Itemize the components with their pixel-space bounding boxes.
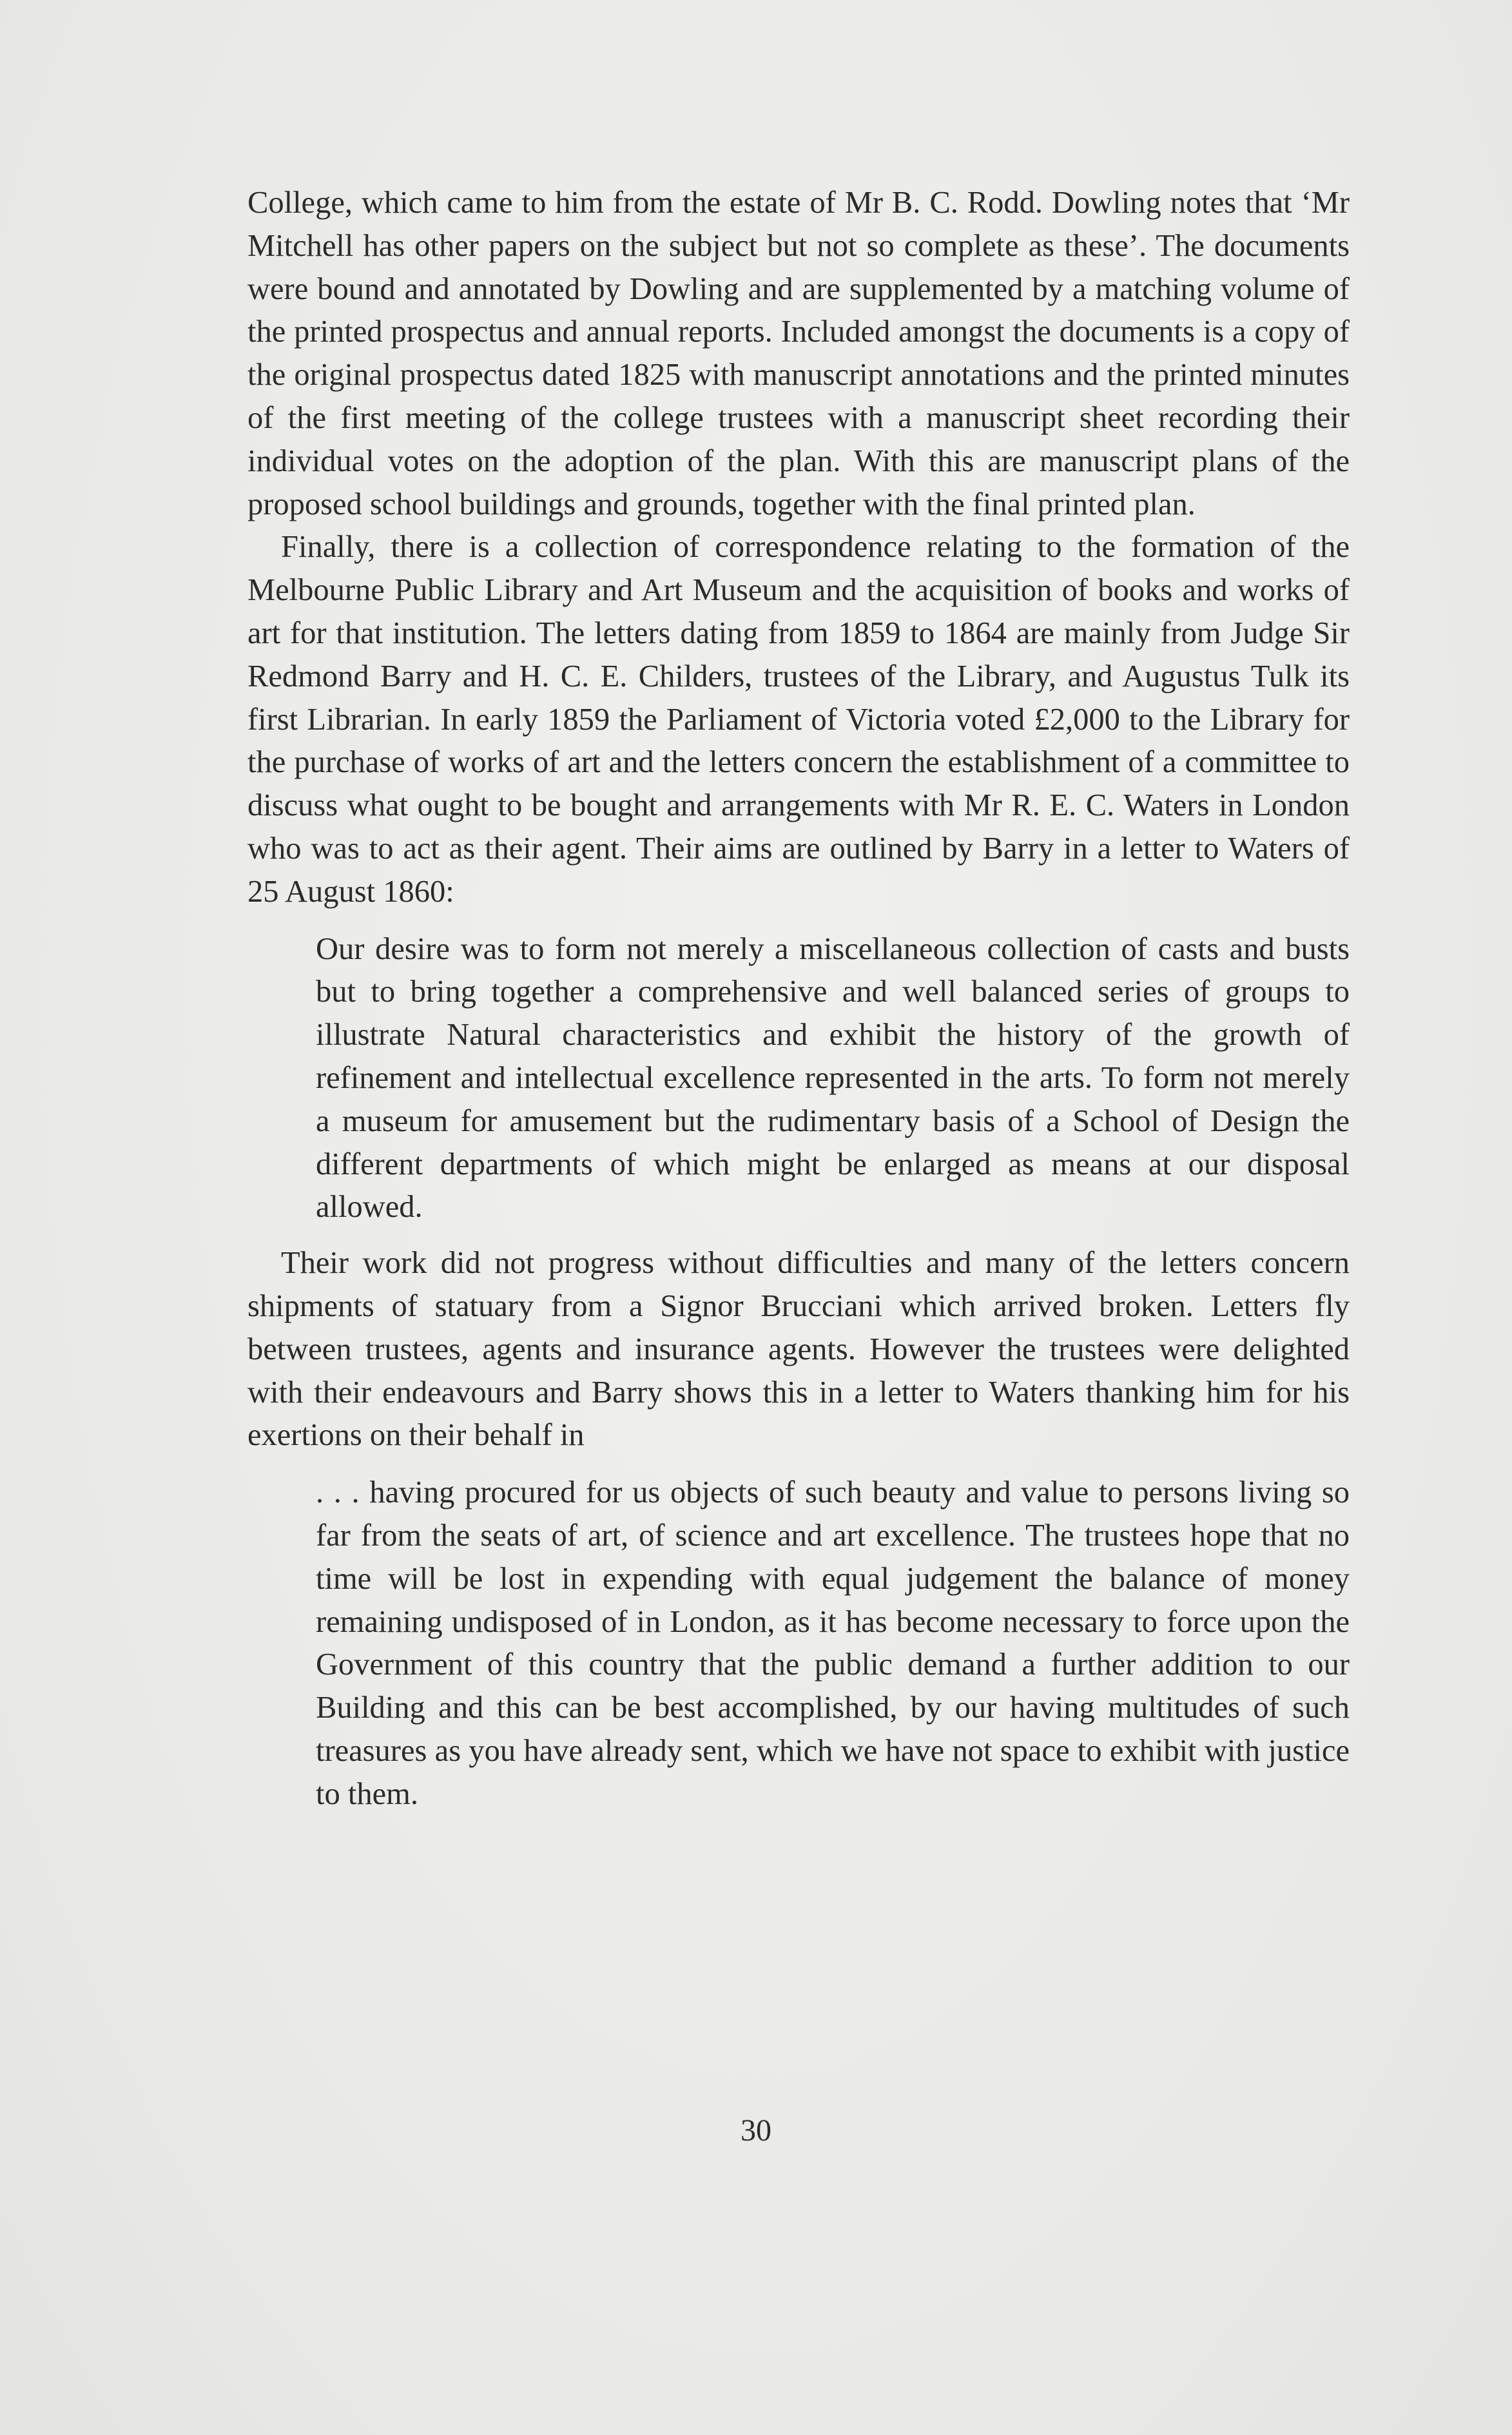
paragraph-melbourne-library: Finally, there is a collection of correspondence relating to the formation of the Melbourne Public Library and Art Museum and the acquisition of books and works of art for that institution. The letters dating from 1859 to 1864 are mainly from Judge Sir Redmond Barry and H. C. E. Childers, trustees of the Library, and Augustus Tulk its first Librarian. In early 1859 the Parliament of Victoria voted £2,000 to the Library for the purchase of works of art and the letters concern the establishment of a committee to discuss what ought to be bought and arrangements with Mr R. E. C. Waters in London who was to act as their agent. Their aims are outlined by Barry in a letter to Waters of 25 August 1860: <box>247 530 1350 909</box>
paragraph-rodd-collection: College, which came to him from the estate of Mr B. C. Rodd. Dowling notes that ‘Mr Mitchell has other papers on the subject but not so complete as these’. The documents were bound and annotated by Dowling and are supplemented by a matching volume of the printed prospectus and annual reports. Included amongst the documents is a copy of the original prospectus dated 1825 with manuscript annotations and the printed minutes of the first meeting of the college trustees with a manuscript sheet recording their individual votes on the adoption of the plan. With this are manuscript plans of the proposed school buildings and grounds, together with the final printed plan. <box>247 186 1350 521</box>
body-text <box>247 182 1350 1829</box>
page-number: 30 <box>741 2113 771 2148</box>
block-quote-barry-desire: Our desire was to form not merely a miscellaneous collection of casts and busts but to bring together a comprehensive and well balanced series of groups to illustrate Natural characteristics and exhibit the history of the growth of refinement and intellectual excellence represented in the arts. To form not merely a museum for amusement but the rudimentary basis of a School of Design the different departments of which might be enlarged as means at our disposal allowed. <box>316 931 1350 1225</box>
block-quote-barry-thanks: . . . having procured for us objects of such beauty and value to persons living so far from the seats of art, of science and art excellence. The trustees hope that no time will be lost in expending with equal judgement the balance of money remaining undisposed of in London, as it has become necessary to force upon the Government of this country that the public demand a further addition to our Building and this can be best accomplished, by our having multitudes of such treasures as you have already sent, which we have not space to exhibit with justice to them. <box>316 1475 1350 1811</box>
paragraph-trustees-work: Their work did not progress without difficulties and many of the letters concern shipments of statuary from a Signor Brucciani which arrived broken. Letters fly between trustees, agents and insurance agents. However the trustees were delighted with their endeavours and Barry shows this in a letter to Waters thanking him for his exertions on their behalf in <box>247 1246 1350 1453</box>
